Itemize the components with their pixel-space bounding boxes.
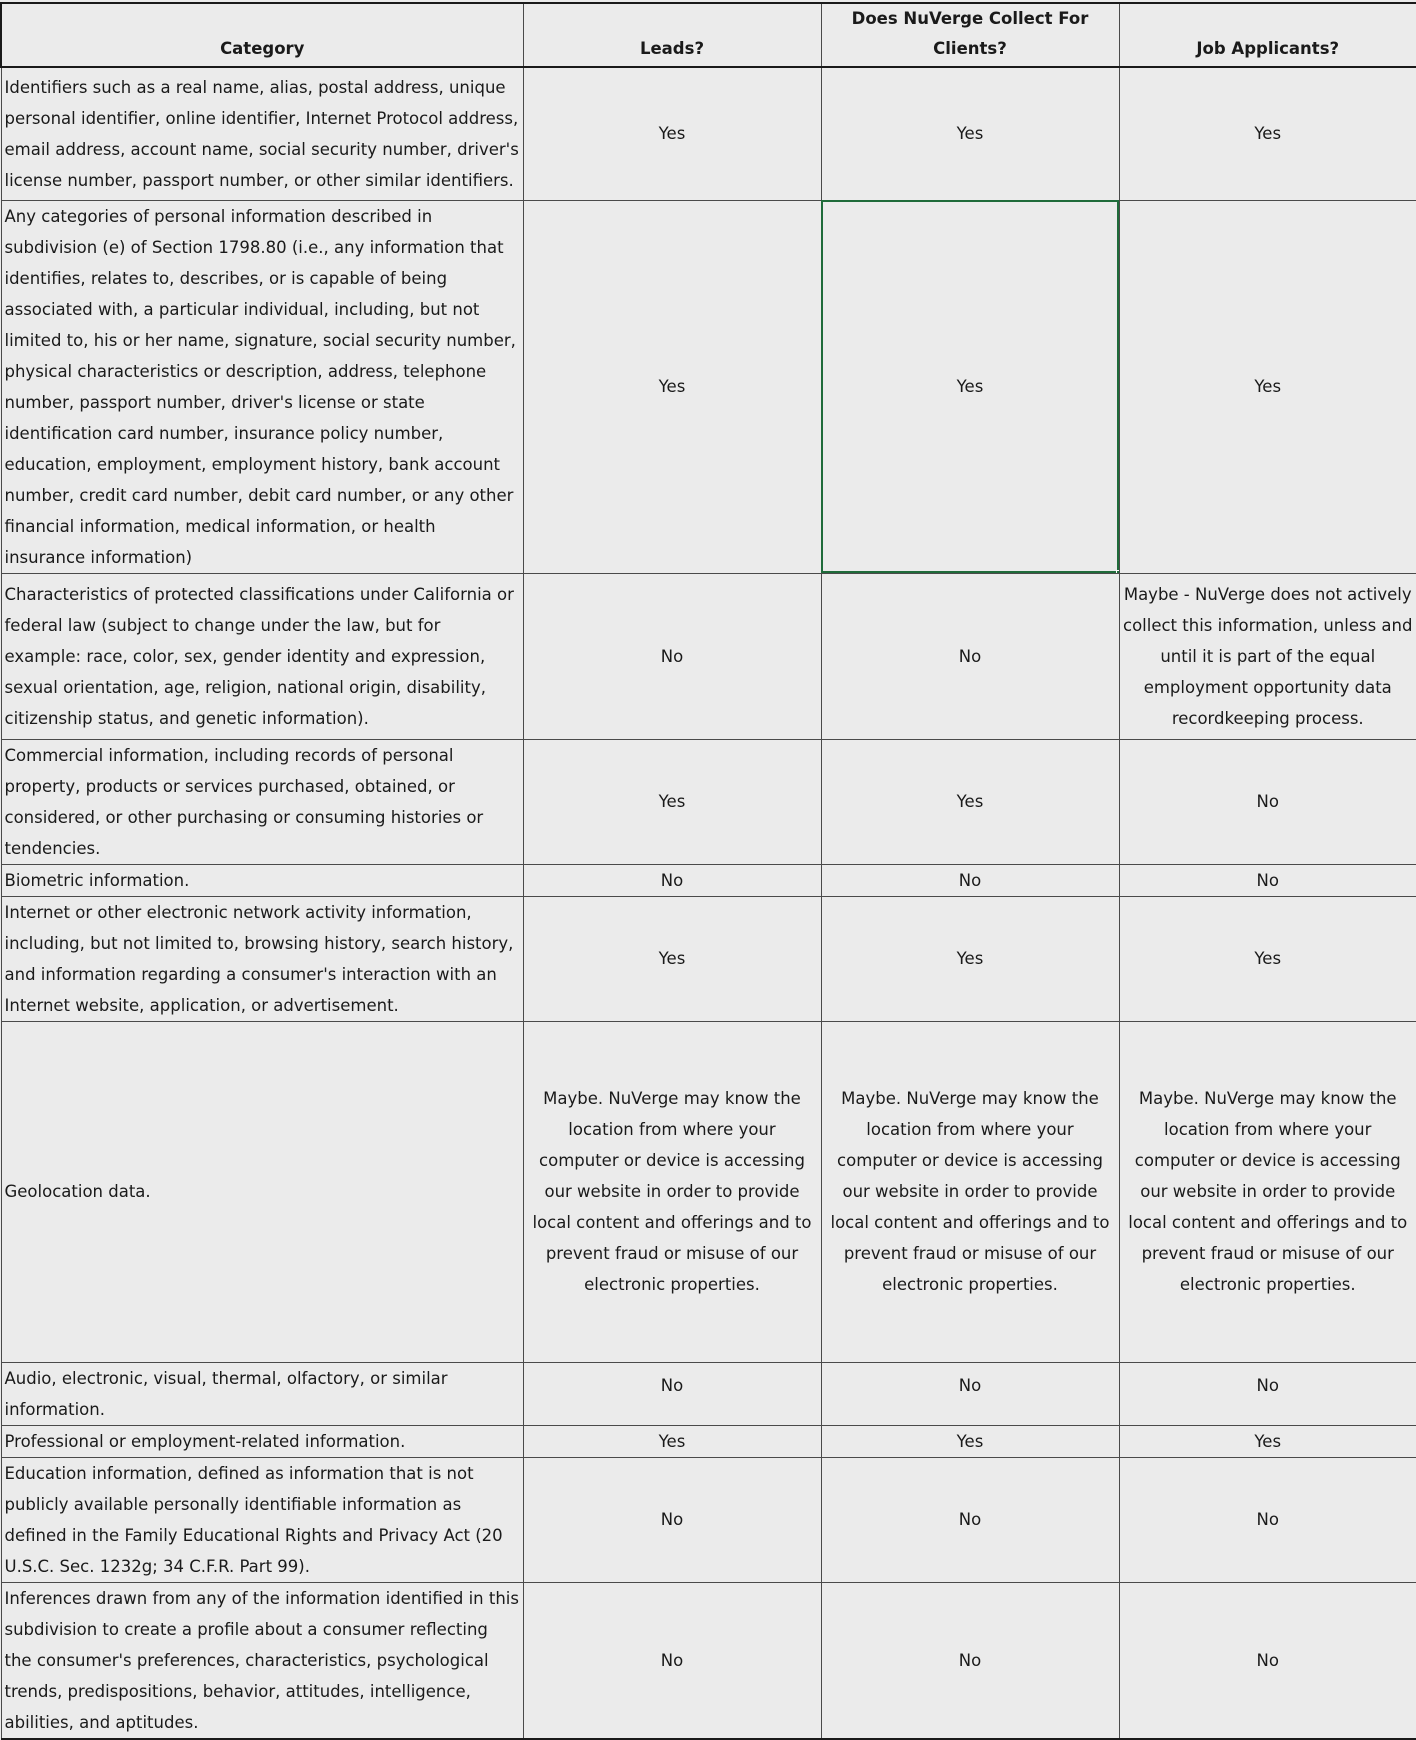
table-row bbox=[1, 864, 1416, 896]
category-cell[interactable]: Characteristics of protected classifications under California or federal law (subject to change under the law, but for example: race, color, sex, gender identity and expression, sexual orientation, age, religion, national origin, disability, citizenship status, and genetic information). bbox=[1, 573, 523, 739]
leads-cell[interactable]: Yes bbox=[523, 739, 821, 864]
table-row bbox=[1, 67, 1416, 200]
job-applicants-cell[interactable]: Maybe - NuVerge does not actively collect this information, unless and until it is part of the equal employment opportunity data recordkeeping process. bbox=[1119, 573, 1416, 739]
category-cell[interactable]: Inferences drawn from any of the information identified in this subdivision to create a profile about a consumer reflecting the consumer's preferences, characteristics, psychological trends, predispositions, behavior, attitudes, intelligence, abilities, and aptitudes. bbox=[1, 1582, 523, 1739]
leads-cell[interactable]: Yes bbox=[523, 1425, 821, 1457]
header-cell-job-applicants[interactable] bbox=[1119, 3, 1416, 67]
leads-cell[interactable]: Yes bbox=[523, 896, 821, 1021]
leads-cell[interactable]: Yes bbox=[523, 67, 821, 200]
table-row bbox=[1, 200, 1416, 573]
clients-cell[interactable]: Yes bbox=[821, 67, 1119, 200]
table-row bbox=[1, 1362, 1416, 1425]
job-applicants-cell[interactable]: No bbox=[1119, 1457, 1416, 1582]
clients-cell[interactable]: No bbox=[821, 1457, 1119, 1582]
leads-cell[interactable]: No bbox=[523, 573, 821, 739]
job-applicants-cell[interactable]: No bbox=[1119, 864, 1416, 896]
leads-cell[interactable]: No bbox=[523, 864, 821, 896]
job-applicants-cell[interactable] bbox=[1119, 1362, 1416, 1425]
cell-value: No bbox=[527, 1370, 818, 1417]
job-applicants-cell[interactable]: Yes bbox=[1119, 200, 1416, 573]
clients-cell[interactable]: Yes bbox=[821, 1425, 1119, 1457]
header-clients-label: Clients? bbox=[822, 34, 1119, 66]
job-applicants-cell[interactable]: Maybe. NuVerge may know the location from where your computer or device is accessing our website in order to provide local content and offerings and to prevent fraud or misuse of our electronic properties. bbox=[1119, 1021, 1416, 1362]
category-cell[interactable]: Commercial information, including records of personal property, products or services purchased, obtained, or considered, or other purchasing or consuming histories or tendencies. bbox=[1, 739, 523, 864]
leads-cell[interactable]: No bbox=[523, 1582, 821, 1739]
job-applicants-cell[interactable]: Yes bbox=[1119, 896, 1416, 1021]
category-cell[interactable]: Biometric information. bbox=[1, 864, 523, 896]
job-applicants-cell[interactable]: No bbox=[1119, 739, 1416, 864]
category-cell[interactable]: Internet or other electronic network activity information, including, but not limited to, browsing history, search history, and information regarding a consumer's interaction with an Internet website, application, or advertisement. bbox=[1, 896, 523, 1021]
job-applicants-cell[interactable]: No bbox=[1119, 1582, 1416, 1739]
category-cell[interactable]: Identifiers such as a real name, alias, postal address, unique personal identifier, online identifier, Internet Protocol address, email address, account name, social security number, driver's license number, passport number, or other similar identifiers. bbox=[1, 67, 523, 200]
header-cell-category[interactable] bbox=[1, 3, 523, 67]
table-row bbox=[1, 896, 1416, 1021]
selected-cell-value: Yes bbox=[957, 377, 984, 396]
selected-clients-cell[interactable] bbox=[821, 200, 1119, 573]
header-leads-label: Leads? bbox=[524, 34, 821, 66]
clients-cell[interactable]: Maybe. NuVerge may know the location from where your computer or device is accessing our website in order to provide local content and offerings and to prevent fraud or misuse of our electronic properties. bbox=[821, 1021, 1119, 1362]
table-row bbox=[1, 573, 1416, 739]
header-job-applicants-label: Job Applicants? bbox=[1120, 34, 1416, 66]
category-cell[interactable]: Geolocation data. bbox=[1, 1021, 523, 1362]
data-collection-table bbox=[0, 2, 1416, 1740]
cell-value: No bbox=[825, 1370, 1116, 1417]
leads-cell[interactable]: No bbox=[523, 1457, 821, 1582]
header-group-title: Does NuVerge Collect For bbox=[822, 4, 1119, 34]
leads-cell[interactable]: Yes bbox=[523, 200, 821, 573]
job-applicants-cell[interactable]: Yes bbox=[1119, 67, 1416, 200]
leads-cell[interactable]: Maybe. NuVerge may know the location from where your computer or device is accessing our website in order to provide local content and offerings and to prevent fraud or misuse of our electronic properties. bbox=[523, 1021, 821, 1362]
category-cell[interactable]: Audio, electronic, visual, thermal, olfactory, or similar information. bbox=[1, 1362, 523, 1425]
clients-cell[interactable]: No bbox=[821, 1582, 1119, 1739]
leads-cell[interactable] bbox=[523, 1362, 821, 1425]
cell-value: No bbox=[1123, 1370, 1414, 1417]
clients-cell[interactable]: Yes bbox=[821, 739, 1119, 864]
table-row bbox=[1, 1582, 1416, 1739]
table-row bbox=[1, 1457, 1416, 1582]
table-row bbox=[1, 1021, 1416, 1362]
header-category-label: Category bbox=[2, 34, 523, 66]
fill-handle[interactable] bbox=[1116, 570, 1120, 574]
clients-cell[interactable] bbox=[821, 1362, 1119, 1425]
clients-cell[interactable]: Yes bbox=[821, 896, 1119, 1021]
table-row bbox=[1, 739, 1416, 864]
header-row bbox=[1, 3, 1416, 67]
category-cell[interactable]: Any categories of personal information described in subdivision (e) of Section 1798.80 (i.e., any information that identifies, relates to, describes, or is capable of being associated with, a particular individual, including, but not limited to, his or her name, signature, social security number, physical characteristics or description, address, telephone number, passport number, driver's license or state identification card number, insurance policy number, education, employment, employment history, bank account number, credit card number, debit card number, or any other financial information, medical information, or health insurance information) bbox=[1, 200, 523, 573]
table-row bbox=[1, 1425, 1416, 1457]
category-cell[interactable]: Professional or employment-related information. bbox=[1, 1425, 523, 1457]
header-cell-leads[interactable] bbox=[523, 3, 821, 67]
header-cell-clients[interactable] bbox=[821, 3, 1119, 67]
category-cell[interactable]: Education information, defined as information that is not publicly available personally identifiable information as defined in the Family Educational Rights and Privacy Act (20 U.S.C. Sec. 1232g; 34 C.F.R. Part 99). bbox=[1, 1457, 523, 1582]
clients-cell[interactable]: No bbox=[821, 573, 1119, 739]
job-applicants-cell[interactable]: Yes bbox=[1119, 1425, 1416, 1457]
clients-cell[interactable]: No bbox=[821, 864, 1119, 896]
